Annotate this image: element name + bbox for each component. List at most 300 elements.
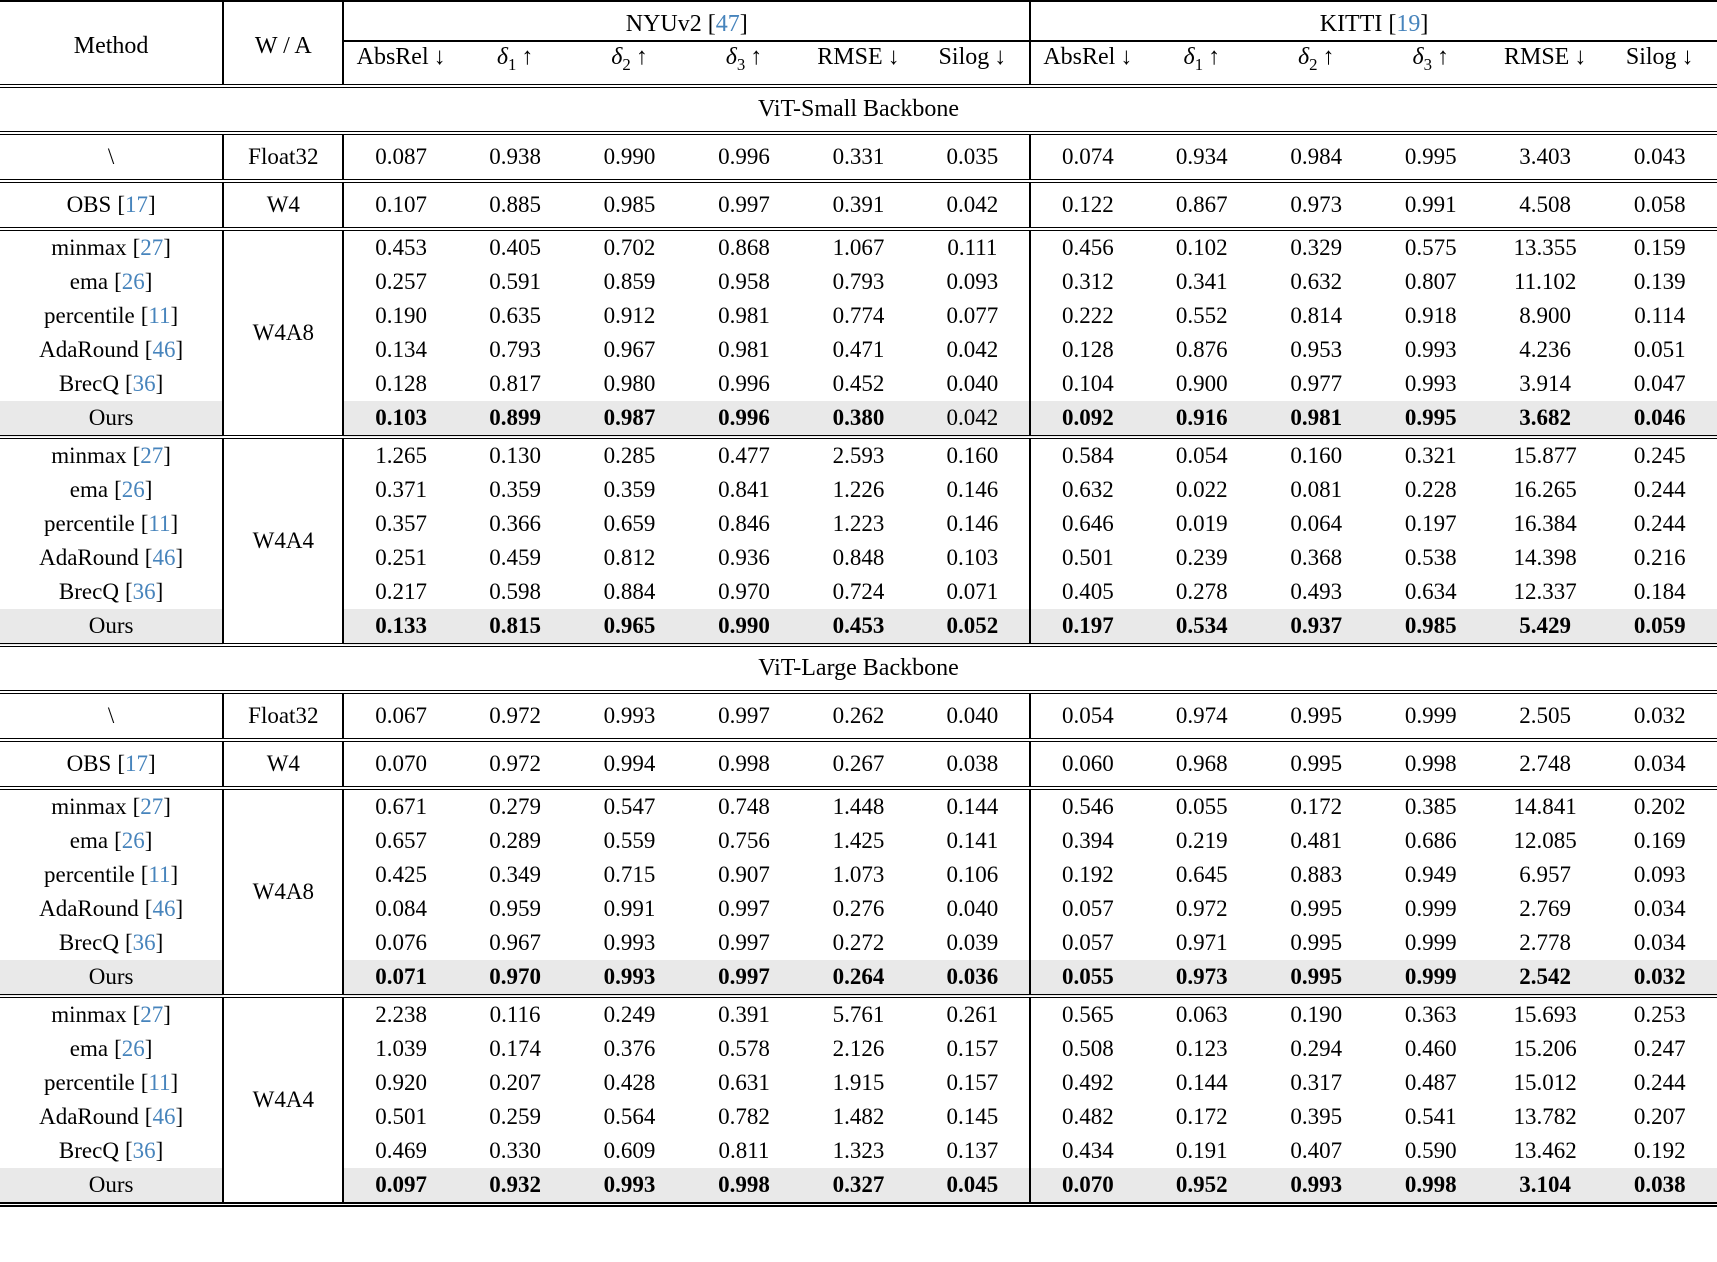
metric-value: 15.012 — [1513, 1069, 1577, 1095]
metric-value: 0.996 — [687, 133, 801, 181]
metric-value: 0.035 — [916, 133, 1030, 181]
metric-value: 0.492 — [1030, 1066, 1144, 1100]
metric-value: 0.192 — [1633, 1137, 1686, 1163]
citation-number[interactable]: 26 — [121, 268, 145, 294]
metric-value: 0.970 — [489, 963, 541, 989]
metric-value: 2.778 — [1519, 929, 1572, 955]
metric-value: 0.590 — [1404, 1137, 1457, 1163]
metric-value: 8.900 — [1519, 302, 1572, 328]
metric-value: 0.973 — [1175, 963, 1228, 989]
metric-value: 0.848 — [832, 544, 885, 570]
citation-bracket: ] — [155, 578, 164, 604]
metric-value: 0.054 — [1145, 437, 1259, 473]
metric-value: 0.985 — [572, 181, 686, 229]
metric-value: 0.093 — [946, 268, 999, 294]
metric-value: 0.190 — [1259, 996, 1373, 1032]
metric-value: 0.076 — [375, 929, 427, 955]
metric-value: 0.064 — [1290, 510, 1343, 536]
method-cell — [0, 181, 223, 229]
table-row — [0, 788, 1717, 824]
metric-value: 0.686 — [1404, 827, 1457, 853]
method-name: Ours — [88, 963, 134, 989]
col-header-wa: W / A — [223, 1, 343, 86]
citation-link[interactable] — [125, 930, 163, 955]
metric-value: 0.471 — [832, 336, 885, 362]
metric-value: 0.102 — [1145, 229, 1259, 265]
citation-bracket: [ — [132, 1001, 141, 1027]
metric-subscript: 1 — [507, 54, 517, 74]
metric-value: 0.054 — [1030, 692, 1144, 740]
metric-value: 14.398 — [1513, 544, 1577, 570]
metric-value: 0.116 — [458, 996, 572, 1032]
citation-bracket: [ — [144, 544, 153, 570]
citation-number[interactable]: 36 — [132, 578, 156, 604]
metric-value: 0.425 — [375, 861, 427, 887]
metric-value: 1.482 — [832, 1103, 885, 1129]
metric-value: 0.060 — [1030, 740, 1144, 788]
metric-value: 0.407 — [1290, 1137, 1343, 1163]
metric-col-header — [1030, 41, 1144, 86]
method-cell — [0, 960, 223, 996]
metric-name: Silog — [1625, 44, 1677, 70]
metric-value: 0.578 — [718, 1035, 770, 1061]
metric-value: 1.223 — [832, 510, 885, 536]
arrow-down-icon: ↓ — [1120, 44, 1133, 70]
citation-number[interactable]: 27 — [140, 442, 164, 468]
metric-value: 0.341 — [1175, 268, 1228, 294]
citation-number[interactable]: 11 — [148, 861, 171, 887]
metric-value: 0.997 — [687, 181, 801, 229]
metric-value: 0.702 — [572, 229, 686, 265]
metric-value: 0.994 — [572, 740, 686, 788]
metric-value: 0.815 — [489, 612, 541, 638]
method-cell — [0, 692, 223, 740]
metric-value: 0.070 — [343, 740, 457, 788]
metric-value: 0.239 — [1175, 544, 1228, 570]
metric-col-header — [458, 41, 572, 86]
section-title: ViT-Large Backbone — [0, 645, 1717, 692]
metric-value: 0.501 — [1030, 541, 1144, 575]
metric-value: 0.040 — [946, 895, 999, 921]
method-cell — [0, 740, 223, 788]
method-cell — [0, 926, 223, 960]
citation-link[interactable] — [114, 828, 152, 853]
table-row — [0, 692, 1717, 740]
metric-value: 0.971 — [1175, 929, 1228, 955]
method-name: Ours — [88, 612, 134, 638]
metric-value: 0.575 — [1373, 229, 1487, 265]
metric-value: 0.985 — [1404, 612, 1457, 638]
metric-value: 3.914 — [1519, 370, 1572, 396]
metric-value: 0.958 — [718, 268, 770, 294]
citation-link[interactable] — [141, 862, 179, 887]
metric-name: RMSE — [817, 44, 883, 70]
metric-value: 0.285 — [572, 437, 686, 473]
metric-value: 0.938 — [458, 133, 572, 181]
metric-value: 2.505 — [1488, 692, 1602, 740]
metric-value: 0.459 — [489, 544, 541, 570]
citation-link[interactable] — [133, 235, 171, 260]
metric-value: 0.993 — [1290, 1171, 1343, 1197]
metric-value: 0.981 — [1290, 404, 1343, 430]
wa-cell: Float32 — [223, 133, 343, 181]
metric-value: 0.134 — [375, 336, 427, 362]
metric-value: 0.385 — [1373, 788, 1487, 824]
method-name: AdaRound — [39, 544, 139, 570]
method-cell — [0, 265, 223, 299]
metric-value: 0.995 — [1259, 692, 1373, 740]
citation-link[interactable] — [125, 579, 163, 604]
metric-value: 0.967 — [489, 929, 541, 955]
method-cell — [0, 507, 223, 541]
citation-bracket: ] — [1420, 11, 1429, 37]
wa-cell: W4A8 — [223, 229, 343, 437]
citation-link[interactable] — [145, 1104, 183, 1129]
citation-link[interactable] — [125, 371, 163, 396]
citation-bracket: ] — [144, 1035, 153, 1061]
metric-value: 2.769 — [1519, 895, 1572, 921]
metric-value: 0.052 — [946, 612, 999, 638]
metric-value: 3.403 — [1488, 133, 1602, 181]
metric-value: 0.552 — [1175, 302, 1228, 328]
metric-value: 6.957 — [1519, 861, 1572, 887]
citation-link[interactable] — [145, 337, 183, 362]
citation-number[interactable]: 46 — [152, 1103, 176, 1129]
metric-value: 0.359 — [489, 476, 541, 502]
metric-value: 0.272 — [832, 929, 885, 955]
citation-bracket: ] — [155, 370, 164, 396]
citation-link[interactable] — [114, 477, 152, 502]
metric-name: AbsRel — [1043, 44, 1116, 70]
metric-col-header — [1259, 41, 1373, 86]
citation-number[interactable]: 11 — [148, 1069, 171, 1095]
method-cell — [0, 1066, 223, 1100]
metric-value: 0.257 — [375, 268, 427, 294]
method-cell — [0, 996, 223, 1032]
metric-value: 0.999 — [1404, 963, 1457, 989]
metric-value: 0.081 — [1290, 476, 1343, 502]
metric-value: 0.259 — [489, 1103, 541, 1129]
metric-value: 0.169 — [1633, 827, 1686, 853]
metric-value: 0.967 — [603, 336, 656, 362]
metric-value: 0.965 — [603, 612, 656, 638]
metric-value: 15.877 — [1488, 437, 1602, 473]
citation-number[interactable]: 26 — [121, 476, 145, 502]
citation-link[interactable] — [117, 751, 155, 776]
citation-link[interactable] — [145, 545, 183, 570]
citation-link[interactable] — [141, 511, 179, 536]
citation-bracket: ] — [175, 1103, 184, 1129]
arrow-up-icon: ↑ — [635, 44, 648, 70]
method-cell — [0, 609, 223, 645]
method-name: BrecQ — [58, 370, 119, 396]
metric-value: 0.493 — [1290, 578, 1343, 604]
citation-link[interactable] — [114, 269, 152, 294]
metric-value: 0.329 — [1259, 229, 1373, 265]
metric-value: 0.811 — [718, 1137, 770, 1163]
citation-number[interactable]: 17 — [124, 750, 148, 776]
metric-value: 0.995 — [1404, 404, 1457, 430]
col-header-method: Method — [73, 32, 149, 59]
metric-value: 0.278 — [1175, 578, 1228, 604]
metric-value: 0.900 — [1175, 370, 1228, 396]
metric-value: 0.034 — [1602, 740, 1717, 788]
citation-link[interactable] — [141, 1070, 179, 1095]
metric-value: 0.631 — [718, 1069, 770, 1095]
metric-value: 0.207 — [1633, 1103, 1686, 1129]
metric-col-header — [801, 41, 915, 86]
method-name: ema — [69, 268, 109, 294]
metric-value: 0.363 — [1373, 996, 1487, 1032]
metric-value: 0.055 — [1030, 960, 1144, 996]
citation-bracket: ] — [155, 1137, 164, 1163]
method-cell — [0, 1100, 223, 1134]
metric-value: 0.487 — [1404, 1069, 1457, 1095]
metric-value: 0.993 — [572, 692, 686, 740]
citation-number[interactable]: 46 — [152, 336, 176, 362]
method-name: AdaRound — [39, 895, 139, 921]
citation-link-nyuv2[interactable]: 47 — [715, 11, 740, 37]
metric-value: 0.634 — [1404, 578, 1457, 604]
metric-value: 0.918 — [1404, 302, 1457, 328]
metric-value: 3.682 — [1519, 404, 1572, 430]
metric-value: 0.092 — [1030, 401, 1144, 437]
metric-value: 0.359 — [603, 476, 656, 502]
method-name: OBS — [66, 191, 112, 217]
metric-value: 0.998 — [1404, 1171, 1457, 1197]
metric-value: 0.972 — [458, 740, 572, 788]
table-row — [0, 133, 1717, 181]
metric-value: 0.934 — [1145, 133, 1259, 181]
metric-value: 0.058 — [1602, 181, 1717, 229]
citation-number[interactable]: 36 — [132, 929, 156, 955]
metric-value: 0.598 — [489, 578, 541, 604]
metric-value: 0.087 — [343, 133, 457, 181]
method-cell — [0, 229, 223, 265]
metric-name: δ — [1297, 44, 1310, 70]
citation-bracket: ] — [144, 268, 153, 294]
wa-cell: W4A4 — [223, 437, 343, 645]
metric-value: 0.279 — [458, 788, 572, 824]
citation-bracket: [ — [124, 370, 133, 396]
metric-value: 13.462 — [1513, 1137, 1577, 1163]
citation-link[interactable] — [133, 794, 171, 819]
metric-value: 0.276 — [832, 895, 885, 921]
metric-value: 0.034 — [1633, 929, 1686, 955]
metric-value: 0.174 — [489, 1035, 541, 1061]
citation-number[interactable]: 26 — [121, 827, 145, 853]
metric-value: 0.045 — [946, 1171, 999, 1197]
citation-bracket: [ — [124, 578, 133, 604]
citation-bracket: ] — [175, 544, 184, 570]
metric-value: 0.097 — [375, 1171, 427, 1197]
metric-subscript: 3 — [1423, 54, 1432, 74]
citation-number[interactable]: 27 — [140, 793, 164, 819]
table-row — [0, 996, 1717, 1032]
method-name: minmax — [51, 442, 127, 468]
metric-value: 1.226 — [832, 476, 885, 502]
metric-value: 0.380 — [832, 404, 885, 430]
wa-cell: W4A8 — [223, 788, 343, 996]
metric-value: 4.236 — [1519, 336, 1572, 362]
arrow-down-icon: ↓ — [887, 44, 900, 70]
metric-value: 0.160 — [916, 437, 1030, 473]
section-header-row — [0, 645, 1717, 692]
metric-value: 1.067 — [801, 229, 915, 265]
metric-value: 0.912 — [603, 302, 656, 328]
metric-name: δ — [1183, 44, 1195, 70]
metric-subscript: 2 — [1309, 54, 1318, 74]
arrow-up-icon: ↑ — [750, 44, 763, 70]
metric-value: 0.481 — [1290, 827, 1343, 853]
metric-value: 0.591 — [489, 268, 541, 294]
citation-number[interactable]: 11 — [148, 510, 171, 536]
citation-number[interactable]: 27 — [140, 234, 164, 260]
method-name: BrecQ — [58, 1137, 119, 1163]
metric-value: 0.748 — [687, 788, 801, 824]
metric-name: Silog — [938, 44, 990, 70]
citation-number[interactable]: 46 — [152, 544, 176, 570]
metric-value: 1.448 — [801, 788, 915, 824]
metric-value: 14.841 — [1488, 788, 1602, 824]
citation-link[interactable] — [133, 1002, 171, 1027]
metric-subscript: 2 — [622, 54, 631, 74]
table-body — [0, 86, 1717, 1205]
metric-value: 0.547 — [572, 788, 686, 824]
metric-name: AbsRel — [356, 44, 429, 70]
citation-link-kitti[interactable]: 19 — [1396, 11, 1421, 37]
metric-value: 0.077 — [946, 302, 999, 328]
metric-value: 11.102 — [1513, 268, 1577, 294]
metric-value: 0.564 — [603, 1103, 656, 1129]
dataset-name: NYUv2 — [625, 11, 702, 37]
method-cell — [0, 299, 223, 333]
wa-cell: W4 — [223, 181, 343, 229]
citation-bracket: [ — [144, 895, 153, 921]
metric-value: 0.312 — [1030, 265, 1144, 299]
metric-value: 0.920 — [375, 1069, 427, 1095]
metric-value: 0.793 — [489, 336, 541, 362]
section-title: ViT-Small Backbone — [0, 86, 1717, 133]
metric-value: 0.391 — [687, 996, 801, 1032]
method-name: percentile — [44, 510, 135, 536]
metric-value: 2.593 — [801, 437, 915, 473]
metric-value: 0.216 — [1633, 544, 1686, 570]
metric-value: 0.141 — [946, 827, 999, 853]
citation-link[interactable] — [145, 896, 183, 921]
metric-value: 0.197 — [1030, 609, 1144, 645]
metric-value: 0.995 — [1290, 929, 1343, 955]
metric-col-header — [1602, 41, 1717, 86]
citation-number[interactable]: 26 — [121, 1035, 145, 1061]
metric-value: 2.748 — [1488, 740, 1602, 788]
metric-value: 0.192 — [1030, 858, 1144, 892]
metric-value: 3.104 — [1519, 1171, 1572, 1197]
metric-value: 16.384 — [1513, 510, 1577, 536]
metric-value: 0.876 — [1175, 336, 1228, 362]
metric-col-header — [1145, 41, 1259, 86]
metric-value: 0.996 — [718, 370, 770, 396]
metric-value: 0.040 — [916, 692, 1030, 740]
metric-value: 0.949 — [1404, 861, 1457, 887]
arrow-up-icon: ↑ — [1208, 44, 1221, 70]
metric-value: 0.036 — [946, 963, 999, 989]
citation-number[interactable]: 36 — [132, 370, 156, 396]
arrow-up-icon: ↑ — [1322, 44, 1335, 70]
citation-link[interactable] — [141, 303, 179, 328]
citation-bracket: [ — [132, 442, 141, 468]
metric-value: 0.996 — [718, 404, 770, 430]
citation-bracket: ] — [147, 750, 156, 776]
metric-subscript: 3 — [736, 54, 746, 74]
citation-link[interactable] — [125, 1138, 163, 1163]
section-header-row — [0, 86, 1717, 133]
metric-value: 0.970 — [718, 578, 770, 604]
citation-link[interactable] — [117, 192, 155, 217]
arrow-up-icon: ↑ — [1436, 44, 1449, 70]
metric-value: 0.357 — [375, 510, 427, 536]
method-name: AdaRound — [39, 1103, 139, 1129]
metric-value: 0.128 — [1030, 333, 1144, 367]
citation-bracket: ] — [144, 476, 153, 502]
citation-bracket: [ — [124, 1137, 133, 1163]
metric-value: 0.139 — [1633, 268, 1686, 294]
wa-cell: Float32 — [223, 692, 343, 740]
table-row — [0, 181, 1717, 229]
metric-value: 0.993 — [603, 929, 656, 955]
method-cell — [0, 367, 223, 401]
method-name: OBS — [66, 750, 112, 776]
citation-number[interactable]: 11 — [148, 302, 171, 328]
citation-bracket: ] — [163, 442, 171, 468]
metric-value: 0.859 — [603, 268, 656, 294]
metric-value: 5.429 — [1519, 612, 1572, 638]
metric-value: 0.245 — [1602, 437, 1717, 473]
citation-number[interactable]: 17 — [124, 191, 148, 217]
method-cell — [0, 541, 223, 575]
metric-value: 0.330 — [489, 1137, 541, 1163]
metric-value: 0.952 — [1175, 1171, 1228, 1197]
metric-value: 0.366 — [489, 510, 541, 536]
method-cell — [0, 473, 223, 507]
metric-value: 0.999 — [1404, 895, 1457, 921]
arrow-down-icon: ↓ — [433, 44, 446, 70]
metric-value: 0.160 — [1259, 437, 1373, 473]
metric-value: 0.807 — [1404, 268, 1457, 294]
metric-value: 0.991 — [603, 895, 656, 921]
method-name: percentile — [44, 861, 135, 887]
citation-number[interactable]: 46 — [152, 895, 176, 921]
metric-value: 0.071 — [375, 963, 427, 989]
metric-value: 0.999 — [1404, 929, 1457, 955]
method-name: Ours — [88, 1171, 134, 1197]
metric-value: 0.190 — [375, 302, 427, 328]
metric-value: 0.817 — [489, 370, 541, 396]
citation-bracket: ] — [163, 793, 171, 819]
metric-value: 4.508 — [1488, 181, 1602, 229]
metric-value: 0.959 — [489, 895, 541, 921]
citation-link[interactable] — [114, 1036, 152, 1061]
method-name: \ — [107, 702, 115, 728]
metric-value: 0.376 — [603, 1035, 656, 1061]
citation-number[interactable]: 36 — [132, 1137, 156, 1163]
metric-value: 0.219 — [1175, 827, 1228, 853]
citation-link[interactable] — [133, 443, 171, 468]
citation-bracket: ] — [170, 861, 179, 887]
metric-value: 0.995 — [1290, 963, 1343, 989]
citation-number[interactable]: 27 — [140, 1001, 164, 1027]
method-cell — [0, 1032, 223, 1066]
